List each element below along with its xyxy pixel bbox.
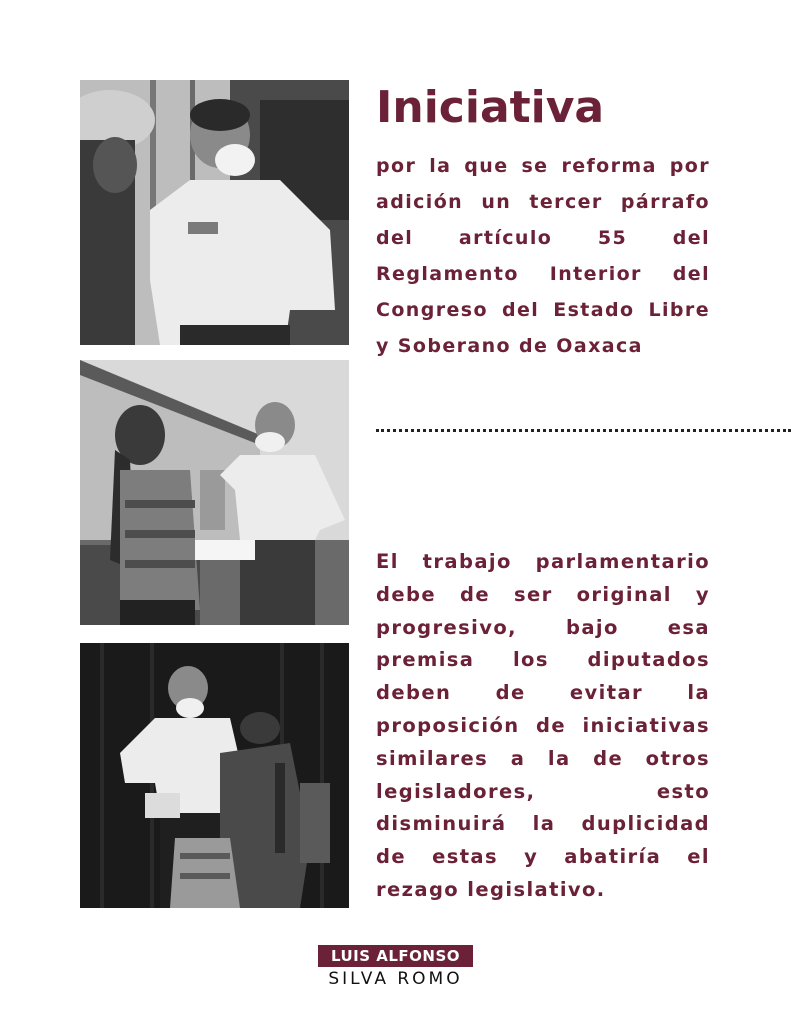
page-title: Iniciativa [376,82,605,133]
photo-candidate-elderly-woman [80,643,349,908]
logo-line-1: LUIS ALFONSO [318,945,473,967]
logo-line-2: SILVA ROMO [328,969,463,989]
initiative-subtitle: por la que se reforma por adición un tercer párrafo del artículo 55 del Reglamento Interior del Congreso del Estado Libre y Soberano de Oaxaca [376,155,710,357]
initiative-description: El trabajo parlamentario debe de ser original y progresivo, bajo esa premisa los diputados deben de evitar la proposición de iniciativas similares a la de otros legisladores, esto disminuirá la duplicidad de estas y abatiría el rezago legislativo. [376,550,710,901]
dotted-divider [376,429,791,432]
photo-candidate-handshake [80,360,349,625]
photo-candidate-talking [80,80,349,345]
brand-logo [318,945,473,989]
